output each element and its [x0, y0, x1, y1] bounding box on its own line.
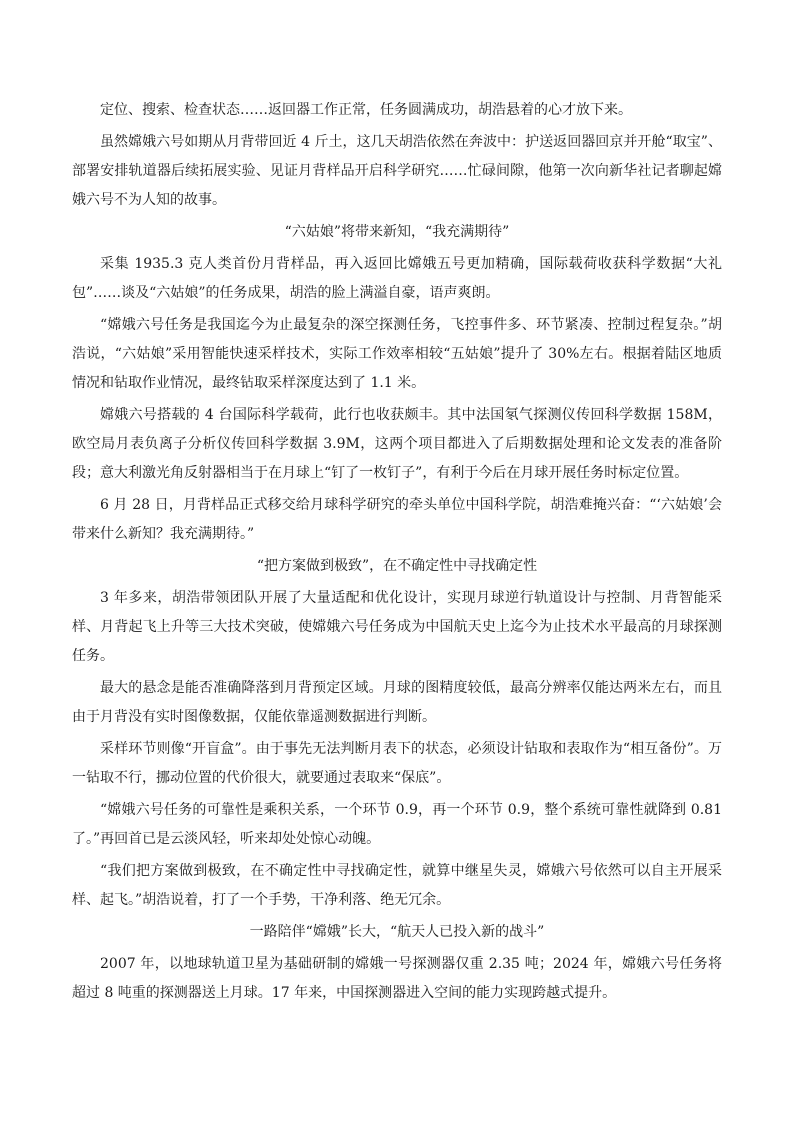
section-heading: 一路陪伴“嫦娥”长大，“航天人已投入新的战斗”	[249, 924, 545, 940]
article-body	[72, 96, 722, 1011]
paragraph: 定位、搜索、检查状态……返回器工作正常，任务圆满成功，胡浩悬着的心才放下来。	[100, 102, 632, 118]
paragraph: 采样环节则像“开盲盒”。由于事先无法判断月表下的状态，必须设计钻取和表取作为“相互备份”。万一钻取不行，挪动位置的代价很大，就要通过表取来“保底”。	[72, 741, 722, 786]
paragraph: 最大的悬念是能否准确降落到月背预定区域。月球的图精度较低，最高分辨率仅能达两米左右，而且由于月背没有实时图像数据，仅能依靠遥测数据进行判断。	[72, 680, 722, 725]
section-heading: “六姑娘”将带来新知，“我充满期待”	[284, 224, 510, 240]
section-heading: “把方案做到极致”，在不确定性中寻找确定性	[256, 558, 538, 574]
paragraph: “我们把方案做到极致，在不确定性中寻找确定性，就算中继星失灵，嫦娥六号依然可以自主开展采样、起飞。”胡浩说着，打了一个手势，干净利落、绝无冗余。	[72, 863, 722, 908]
paragraph: “嫦娥六号任务是我国迄今为止最复杂的深空探测任务，飞控事件多、环节紧凑、控制过程复杂。”胡浩说，“六姑娘”采用智能快速采样技术，实际工作效率相较“五姑娘”提升了 30%左右。根据着陆区地质情况和钻取作业情况，最终钻取采样深度达到了 1.1 米。	[72, 317, 722, 391]
paragraph: “嫦娥六号任务的可靠性是乘积关系，一个环节 0.9，再一个环节 0.9，整个系统可靠性就降到 0.81 了。”再回首已是云淡风轻，听来却处处惊心动魄。	[72, 802, 722, 847]
paragraph: 6 月 28 日，月背样品正式移交给月球科学研究的牵头单位中国科学院，胡浩难掩兴奋：“‘六姑娘’会带来什么新知？我充满期待。”	[72, 497, 722, 542]
paragraph: 采集 1935.3 克人类首份月背样品，再入返回比嫦娥五号更加精确，国际载荷收获科学数据“大礼包”……谈及“六姑娘”的任务成果，胡浩的脸上满溢自豪，语声爽朗。	[72, 256, 722, 301]
paragraph: 3 年多来，胡浩带领团队开展了大量适配和优化设计，实现月球逆行轨道设计与控制、月背智能采样、月背起飞上升等三大技术突破，使嫦娥六号任务成为中国航天史上迄今为止技术水平最高的月球探测任务。	[72, 590, 722, 664]
paragraph: 嫦娥六号搭载的 4 台国际科学载荷，此行也收获颇丰。其中法国氡气探测仪传回科学数据 158M，欧空局月表负离子分析仪传回科学数据 3.9M，这两个项目都进入了后期数据处理和论文发表的准备阶段；意大利激光角反射器相当于在月球上“钉了一枚钉子”，有利于今后在月球开展任务时标定位置。	[72, 407, 722, 481]
paragraph: 2007 年，以地球轨道卫星为基础研制的嫦娥一号探测器仅重 2.35 吨；2024 年，嫦娥六号任务将超过 8 吨重的探测器送上月球。17 年来，中国探测器进入空间的能力实现跨越式提升。	[72, 956, 722, 1001]
paragraph: 虽然嫦娥六号如期从月背带回近 4 斤土，这几天胡浩依然在奔波中：护送返回器回京并开舱“取宝”、部署安排轨道器后续拓展实验、见证月背样品开启科学研究……忙碌间隙，他第一次向新华社记者聊起嫦娥六号不为人知的故事。	[72, 134, 722, 208]
